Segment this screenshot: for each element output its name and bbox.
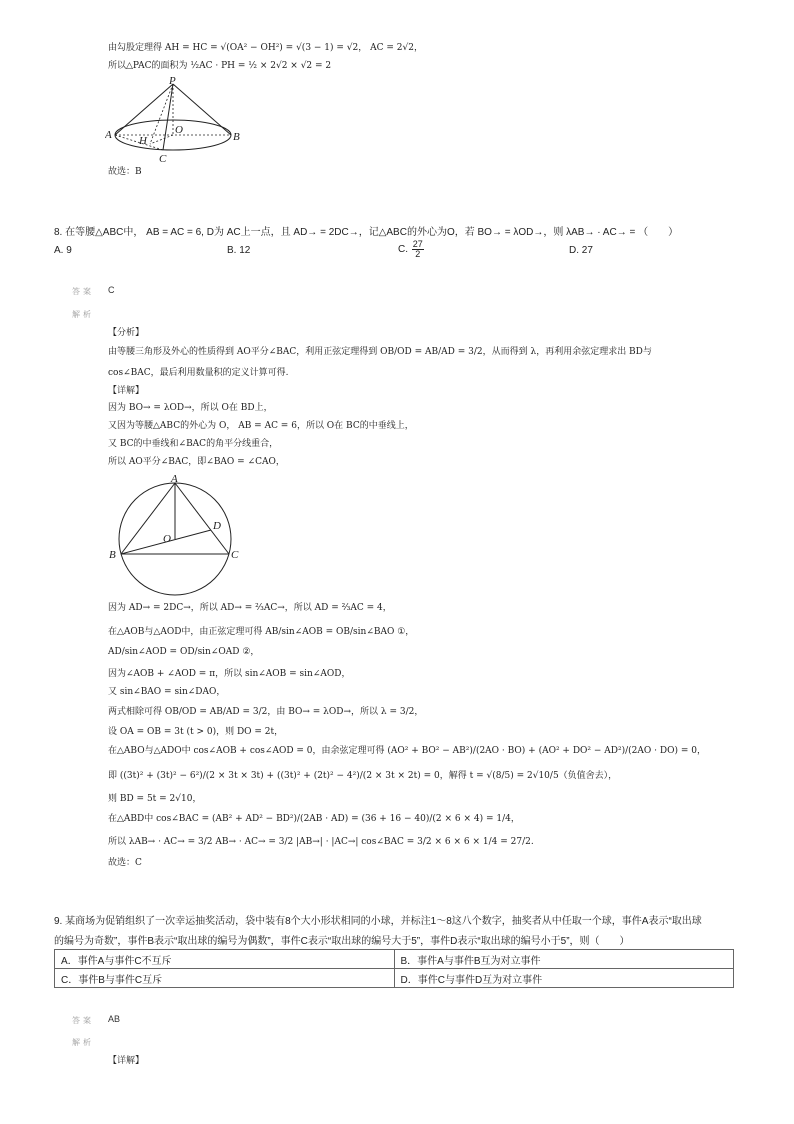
- q7-cone-figure: [105, 76, 245, 164]
- q8-option-b[interactable]: B. 12: [227, 245, 251, 256]
- q7-label-H: H: [139, 135, 147, 147]
- q8-option-c[interactable]: [398, 240, 425, 259]
- q9-answer-tag: 答案: [72, 1016, 94, 1025]
- q8-label-O: O: [163, 533, 171, 545]
- q9-option-d[interactable]: D．事件C与事件D互为对立事件: [394, 969, 734, 988]
- q8-circle-figure: [105, 472, 245, 597]
- q9-option-b[interactable]: B．事件A与事件B互为对立事件: [394, 950, 734, 969]
- q8-fenxi-1: 由等腰三角形及外心的性质得到 AO平分∠BAC，利用正弦定理得到 OB/OD = AB/AD = 3/2，从而得到 λ，再利用余弦定理求出 BD与: [108, 347, 652, 357]
- q8-step-5: 因为 AD→ = 2DC→，所以 AD→ = ⅔AC→，所以 AD = ⅔AC = 4，: [108, 603, 392, 613]
- q8-step-10: 两式相除可得 OB/OD = AB/AD = 3/2，由 BO→ = λOD→，所以 λ = 3/2，: [108, 707, 424, 717]
- q7-label-C: C: [159, 153, 167, 164]
- q8-option-c-num: 27: [412, 239, 423, 249]
- q8-step-4: 所以 AO平分∠BAC，即∠BAO = ∠CAO，: [108, 457, 285, 467]
- q8-stem: 8. 在等腰△ABC中， AB = AC = 6, D为 AC上一点，且 AD→ = 2DC→，记△ABC的外心为O，若 BO→ = λOD→，则 λAB→ · AC→ = （ ）: [54, 227, 679, 238]
- q8-step-11: 设 OA = OB = 3t (t > 0)，则 DO = 2t，: [108, 727, 284, 737]
- q8-step-1: 因为 BO→ = λOD→，所以 O在 BD上，: [108, 403, 273, 413]
- q8-step-12: 在△ABO与△ADO中 cos∠AOB + cos∠AOD = 0，由余弦定理可得 (AO² + BO² − AB²)/(2AO · BO) + (AO² + DO² − AD²)/(2AO · DO) = 0，: [108, 746, 706, 756]
- q8-step-15: 在△ABD中 cos∠BAC = (AB² + AD² − BD²)/(2AB · AD) = (36 + 16 − 40)/(2 × 6 × 4) = 1/4，: [108, 814, 520, 824]
- q8-label-A: A: [171, 473, 178, 485]
- q8-step-6: 在△AOB与△AOD中，由正弦定理可得 AB/sin∠AOB = OB/sin∠BAO ①，: [108, 627, 415, 637]
- q8-step-9: 又 sin∠BAO = sin∠DAO，: [108, 687, 226, 697]
- q9-stem-line2: 的编号为奇数”，事件B表示“取出球的编号为偶数”，事件C表示“取出球的编号大于5”，事件D表示“取出球的编号小于5”，则（ ）: [54, 936, 630, 947]
- q9-analysis-tag: 解析: [72, 1038, 94, 1047]
- q8-label-D: D: [213, 520, 221, 532]
- q8-analysis-tag: 解析: [72, 310, 94, 319]
- q8-option-c-prefix: C.: [398, 244, 408, 256]
- q8-step-16: 所以 λAB→ · AC→ = 3/2 AB→ · AC→ = 3/2 |AB→| · |AC→| cos∠BAC = 3/2 × 6 × 6 × 1/4 = 27/2.: [108, 837, 534, 847]
- q8-step-14: 则 BD = 5t = 2√10，: [108, 794, 202, 804]
- q8-step-8: 因为∠AOB + ∠AOD = π，所以 sin∠AOB = sin∠AOD，: [108, 669, 351, 679]
- q9-options-table: [54, 949, 734, 988]
- q7-label-B: B: [233, 131, 240, 143]
- q8-answer-tag: 答案: [72, 287, 94, 296]
- q8-fenxi-2: cos∠BAC，最后利用数量积的定义计算可得.: [108, 368, 289, 378]
- q7-conclusion: 故选：B: [108, 167, 142, 177]
- q8-label-C: C: [231, 549, 239, 561]
- q8-step-3: 又 BC的中垂线和∠BAC的角平分线重合，: [108, 439, 279, 449]
- q7-label-A: A: [105, 129, 112, 141]
- q8-step-2: 又因为等腰△ABC的外心为 O， AB = AC = 6，所以 O在 BC的中垂线上，: [108, 421, 414, 431]
- q8-fenxi-head: 【分析】: [108, 328, 145, 338]
- q8-step-13: 即 ((3t)² + (3t)² − 6²)/(2 × 3t × 3t) + ((3t)² + (2t)² − 4²)/(2 × 3t × 2t) = 0，解得 t = √(8/5) = 2√10/5（负值舍去），: [108, 771, 618, 781]
- q9-option-c[interactable]: C．事件B与事件C互斥: [55, 969, 395, 988]
- q7-label-P: P: [169, 76, 176, 87]
- q7-line-area: 所以△PAC的面积为 ½AC · PH = ½ × 2√2 × √2 = 2: [108, 61, 332, 71]
- q8-option-c-den: 2: [415, 249, 421, 259]
- q7-label-O: O: [175, 124, 183, 136]
- q9-xiangjie-head: 【详解】: [108, 1056, 145, 1066]
- q7-line-pythagoras: 由勾股定理得 AH = HC = √(OA² − OH²) = √(3 − 1) = √2， AC = 2√2，: [108, 43, 423, 53]
- q8-label-B: B: [109, 549, 116, 561]
- q8-option-d[interactable]: D. 27: [569, 245, 593, 256]
- q9-stem-line1: 9. 某商场为促销组织了一次幸运抽奖活动，袋中装有8个大小形状相同的小球，并标注1～8这八个数字，抽奖者从中任取一个球，事件A表示“取出球: [54, 916, 702, 927]
- q8-conclusion: 故选：C: [108, 858, 142, 868]
- q8-step-7: AD/sin∠AOD = OD/sin∠OAD ②，: [108, 647, 260, 657]
- q8-xiangjie-head: 【详解】: [108, 386, 145, 396]
- q9-option-a[interactable]: A．事件A与事件C不互斥: [55, 950, 395, 969]
- q8-option-a[interactable]: A. 9: [54, 245, 72, 256]
- q8-answer: C: [108, 285, 115, 295]
- q9-answer: AB: [108, 1014, 121, 1024]
